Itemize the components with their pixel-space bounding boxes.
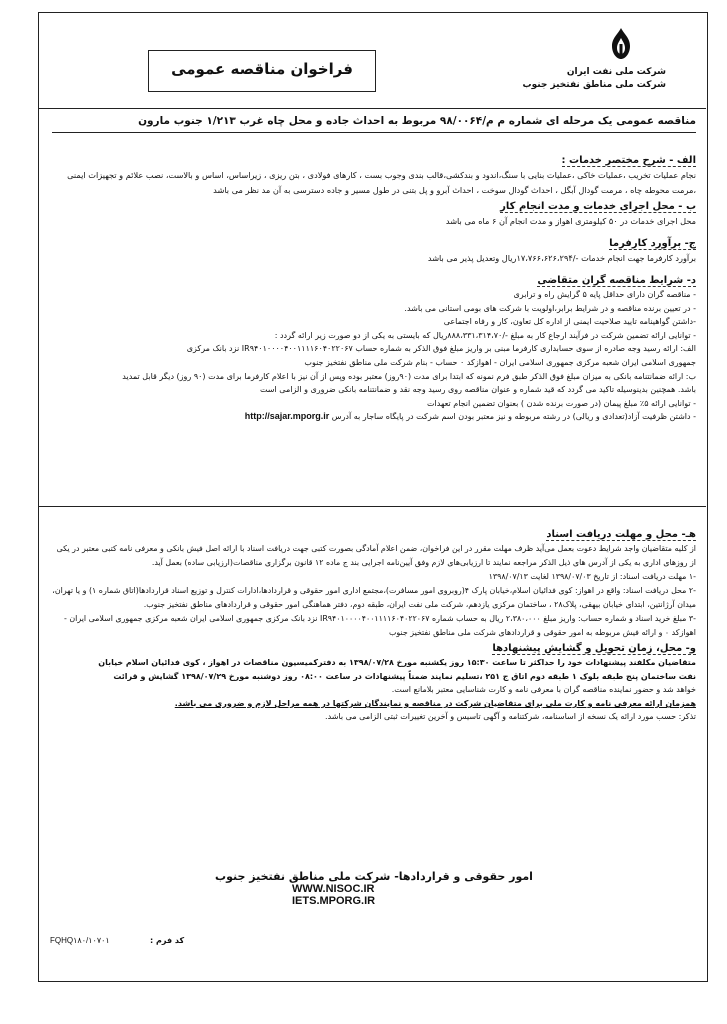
footer-url-iets[interactable]: IETS.MPORG.IR <box>292 895 376 907</box>
section-jim-text: برآورد کارفرما جهت انجام خدمات -/۱۷،۷۶۶،۶۲۶،۲۹۴ریال وتعدیل پذیر می باشد <box>427 253 696 263</box>
footer-department: امور حقوقی و قراردادها- شرکت ملی مناطق نفتخیز جنوب <box>215 870 533 883</box>
list-item: - توانایی ارائه تضمین شرکت در فرآیند ارجاع کار به مبلغ -/۸۸۸،۳۳۱،۳۱۴،۷۰ریال که بایستی به یکی از دو صورت زیر ارائه گردد : <box>274 330 696 340</box>
list-item: - مناقصه گران دارای حداقل پایه ۵ گرایش راه و ترابری <box>513 290 696 299</box>
footer-url-nisoc[interactable]: WWW.NISOC.IR <box>292 883 375 895</box>
section-be-text: محل اجرای خدمات در ۵۰ کیلومتری اهواز و مدت انجام آن ۶ ماه می باشد <box>445 216 696 226</box>
documents-section <box>52 526 696 724</box>
list-item <box>52 410 696 424</box>
section-he-text: از کلیه متقاضیان واجد شرایط دعوت بعمل می‌آید ظرف مهلت مقرر در این فراخوان، ضمن اعلام آمادگی بصورت کتبی جهت دریافت اسناد با ارائه اصل فیش بانکی و معرفی نامه کتبی معتبر در یکی از روزهای اداری به یکی از آدرس های ذیل الذکر مراجعه نمایند تا ارزیابی‌های لازم وفق آیین‌نامه اجرایی بند ج ماده ۱۲ قانون برگزاری مناقصات(ارزیابی ساده) بعمل آید. <box>56 544 696 567</box>
nioc-logo-icon <box>606 26 636 62</box>
list-item: -۲ محل دریافت اسناد: واقع در اهواز: کوی فدائیان اسلام،خیابان پارک ۴(روبروی امور مسافرت)،مجتمع اداری امور حقوقی و قراردادها،ادارات کنترل و توزیع اسناد قراردادها(اتاق شماره ۱) و یا تهران، میدان آرژانتین، ابتدای خیابان بیهقی، پلاک۲۸ ، ساختمان مرکزی یازدهم، شرکت ملی نفت ایران، طبقه دوم، دفتر هماهنگی امور حقوقی و قراردادهای مناطق نفتخیز جنوب. <box>52 586 696 609</box>
section-he-heading: هـ- محل و مهلت دریافت اسناد <box>546 529 696 540</box>
list-item: - در تعیین برنده مناقصه و در شرایط برابر،اولویت با شرکت های بومی استانی می باشد. <box>404 303 696 313</box>
title-box <box>148 50 376 92</box>
list-item: -۱ مهلت دریافت اسناد: از تاریخ ۱۳۹۸/۰۷/۰۳ لغایت ۱۳۹۸/۰۷/۱۳ <box>488 572 696 581</box>
header <box>38 12 706 109</box>
sajar-link[interactable]: http://sajar.mporg.ir <box>244 411 330 422</box>
list-item: باشد. همچنین بدینوسیله تاکید می گردد که قید شماره و عنوان مناقصه روی رسید وجه نقد و ضمانتنامه بانکی ضروری و الزامی است <box>259 385 696 395</box>
note: تذکر: حسب مورد ارائه یک نسخه از اساسنامه، شرکتنامه و آگهی تاسیس و آخرین تغییرات ثبتی الزامی می باشد. <box>325 712 696 722</box>
list-item: -۳ مبلغ خرید اسناد و شماره حساب: واریز مبلغ ۲،۳۸۰،۰۰۰ ریال به حساب شماره IR۹۴۰۱۰۰۰۰۴۰۰۱۱۱۱۶۰۴۰۲۲۰۶۷ نزد بانک مرکزی جمهوری اسلامی ایران شعبه مرکزی جمهوری اسلامی ایران - اهوازکد ۰ و ارائه فیش مربوطه به امور حقوقی و قراردادهای شرکت ملی مناطق نفتخیز جنوب <box>64 614 696 637</box>
list-item: متقاضیان مکلفند پیشنهادات خود را حداکثر تا ساعت ۱۵:۳۰ روز یکشنبه مورخ ۱۳۹۸/۰۷/۲۸ به دفترکمیسیون مناقصات در اهواز ، کوی فدائیان اسلام خیابان <box>98 658 696 667</box>
form-code-label: کد فرم : <box>150 936 185 945</box>
section-alef-heading: الف - شرح مختصر خدمات : <box>561 155 696 166</box>
document-page <box>38 12 710 1002</box>
list-item: نفت ساختمان پنج طبقه بلوک ۱ طبقه دوم اتاق ج ۲۵۱ ،تسلیم نمایند ضمناً پیشنهادات در ساعت ۰۸:۰۰ روز دوشنبه مورخ ۱۳۹۸/۰۷/۲۹ گشایش و قرائت <box>113 671 696 681</box>
section-dal-heading: د- شرایط مناقصه گران متقاضی <box>537 275 696 286</box>
section-divider <box>38 506 706 507</box>
section-alef-text: نجام عملیات تخریب ،عملیات خاکی ،عملیات بنایی با سنگ،اندود و بندکشی،قالب بندی وجوب بست ، کارهای فولادی ، بتن ریزی ، زیراساس، اساس و بالاست، نصب علائم و تجهیزات ایمنی ،مرمت محوطه چاه ، مرمت گودال آبگل ، احداث گودال سوخت ، احداث آبرو و پل بتنی در طول مسیر و جاده دسترسی به آن مد نظر می باشد <box>67 170 696 195</box>
list-item: ب: ارائه ضمانتنامه بانکی به میزان مبلغ فوق الذکر طبق فرم نمونه که ابتدا برای مدت (۹۰روز) معتبر بوده وپس از آن نیز با اعلام کارفرما برای مدت (۹۰ روز) دیگر قابل تمدید <box>122 371 696 381</box>
org-line-1: شرکت ملی نفت ایران <box>566 67 666 77</box>
list-item: - توانایی ارائه ۵٪ مبلغ پیمان (در صورت برنده شدن ) بعنوان تضمین انجام تعهدات <box>426 398 696 408</box>
main-content <box>52 114 696 424</box>
list-item: خواهد شد و حضور نماینده مناقصه گران با معرفی نامه و کارت شناسایی معتبر بلامانع است. <box>391 685 696 695</box>
section-jim-heading: ج- برآورد کارفرما <box>609 238 696 249</box>
section-be-heading: ب - محل اجرای خدمات و مدت انجام کار <box>500 201 696 212</box>
form-code: FQHQ۱۸۰/۱۰۷۰۱ <box>50 936 110 945</box>
list-item: الف: ارائه رسید وجه صادره از سوی حسابداری کارفرما مبنی بر واریز مبلغ فوق الذکر به شماره حساب IR۹۴۰۱۰۰۰۰۴۰۰۱۱۱۱۶۰۴۰۲۲۰۶۷ نزد بانک مرکزی <box>186 344 696 354</box>
tender-title: مناقصه عمومی یک مرحله ای شماره م م/۹۸/۰۰۶۴ مربوط به احداث جاده و محل چاه غرب ۱/۲۱۳ جنوب مارون <box>52 114 696 133</box>
footer <box>52 870 696 907</box>
section-vav-heading: و- محل، زمان تحویل و گشایش پیشنهادها <box>492 643 696 654</box>
list-item: -داشتن گواهینامه تایید صلاحیت ایمنی از اداره کل تعاون، کار و رفاه اجتماعی <box>443 317 696 327</box>
sajar-text: - داشتن ظرفیت آزاد(تعدادی و ریالی) در رشته مربوطه و نیز معتبر بودن اسم شرکت در پایگاه ساجار به آدرس <box>331 412 696 422</box>
page-title: فراخوان مناقصه عمومی <box>171 60 353 78</box>
org-line-2: شرکت ملی مناطق نفتخیز جنوب <box>522 80 666 90</box>
bold-note: همزمان ارائه معرفی نامه و کارت ملی برای متقاضیان شرکت در مناقصه و نمایندگان شرکتها در همه مراحل لازم و ضروری می باشد. <box>174 698 696 708</box>
list-item: جمهوری اسلامی ایران شعبه مرکزی جمهوری اسلامی ایران - اهوازکد ۰ حساب - بنام شرکت ملی مناطق نفتخیز جنوب <box>304 357 696 367</box>
